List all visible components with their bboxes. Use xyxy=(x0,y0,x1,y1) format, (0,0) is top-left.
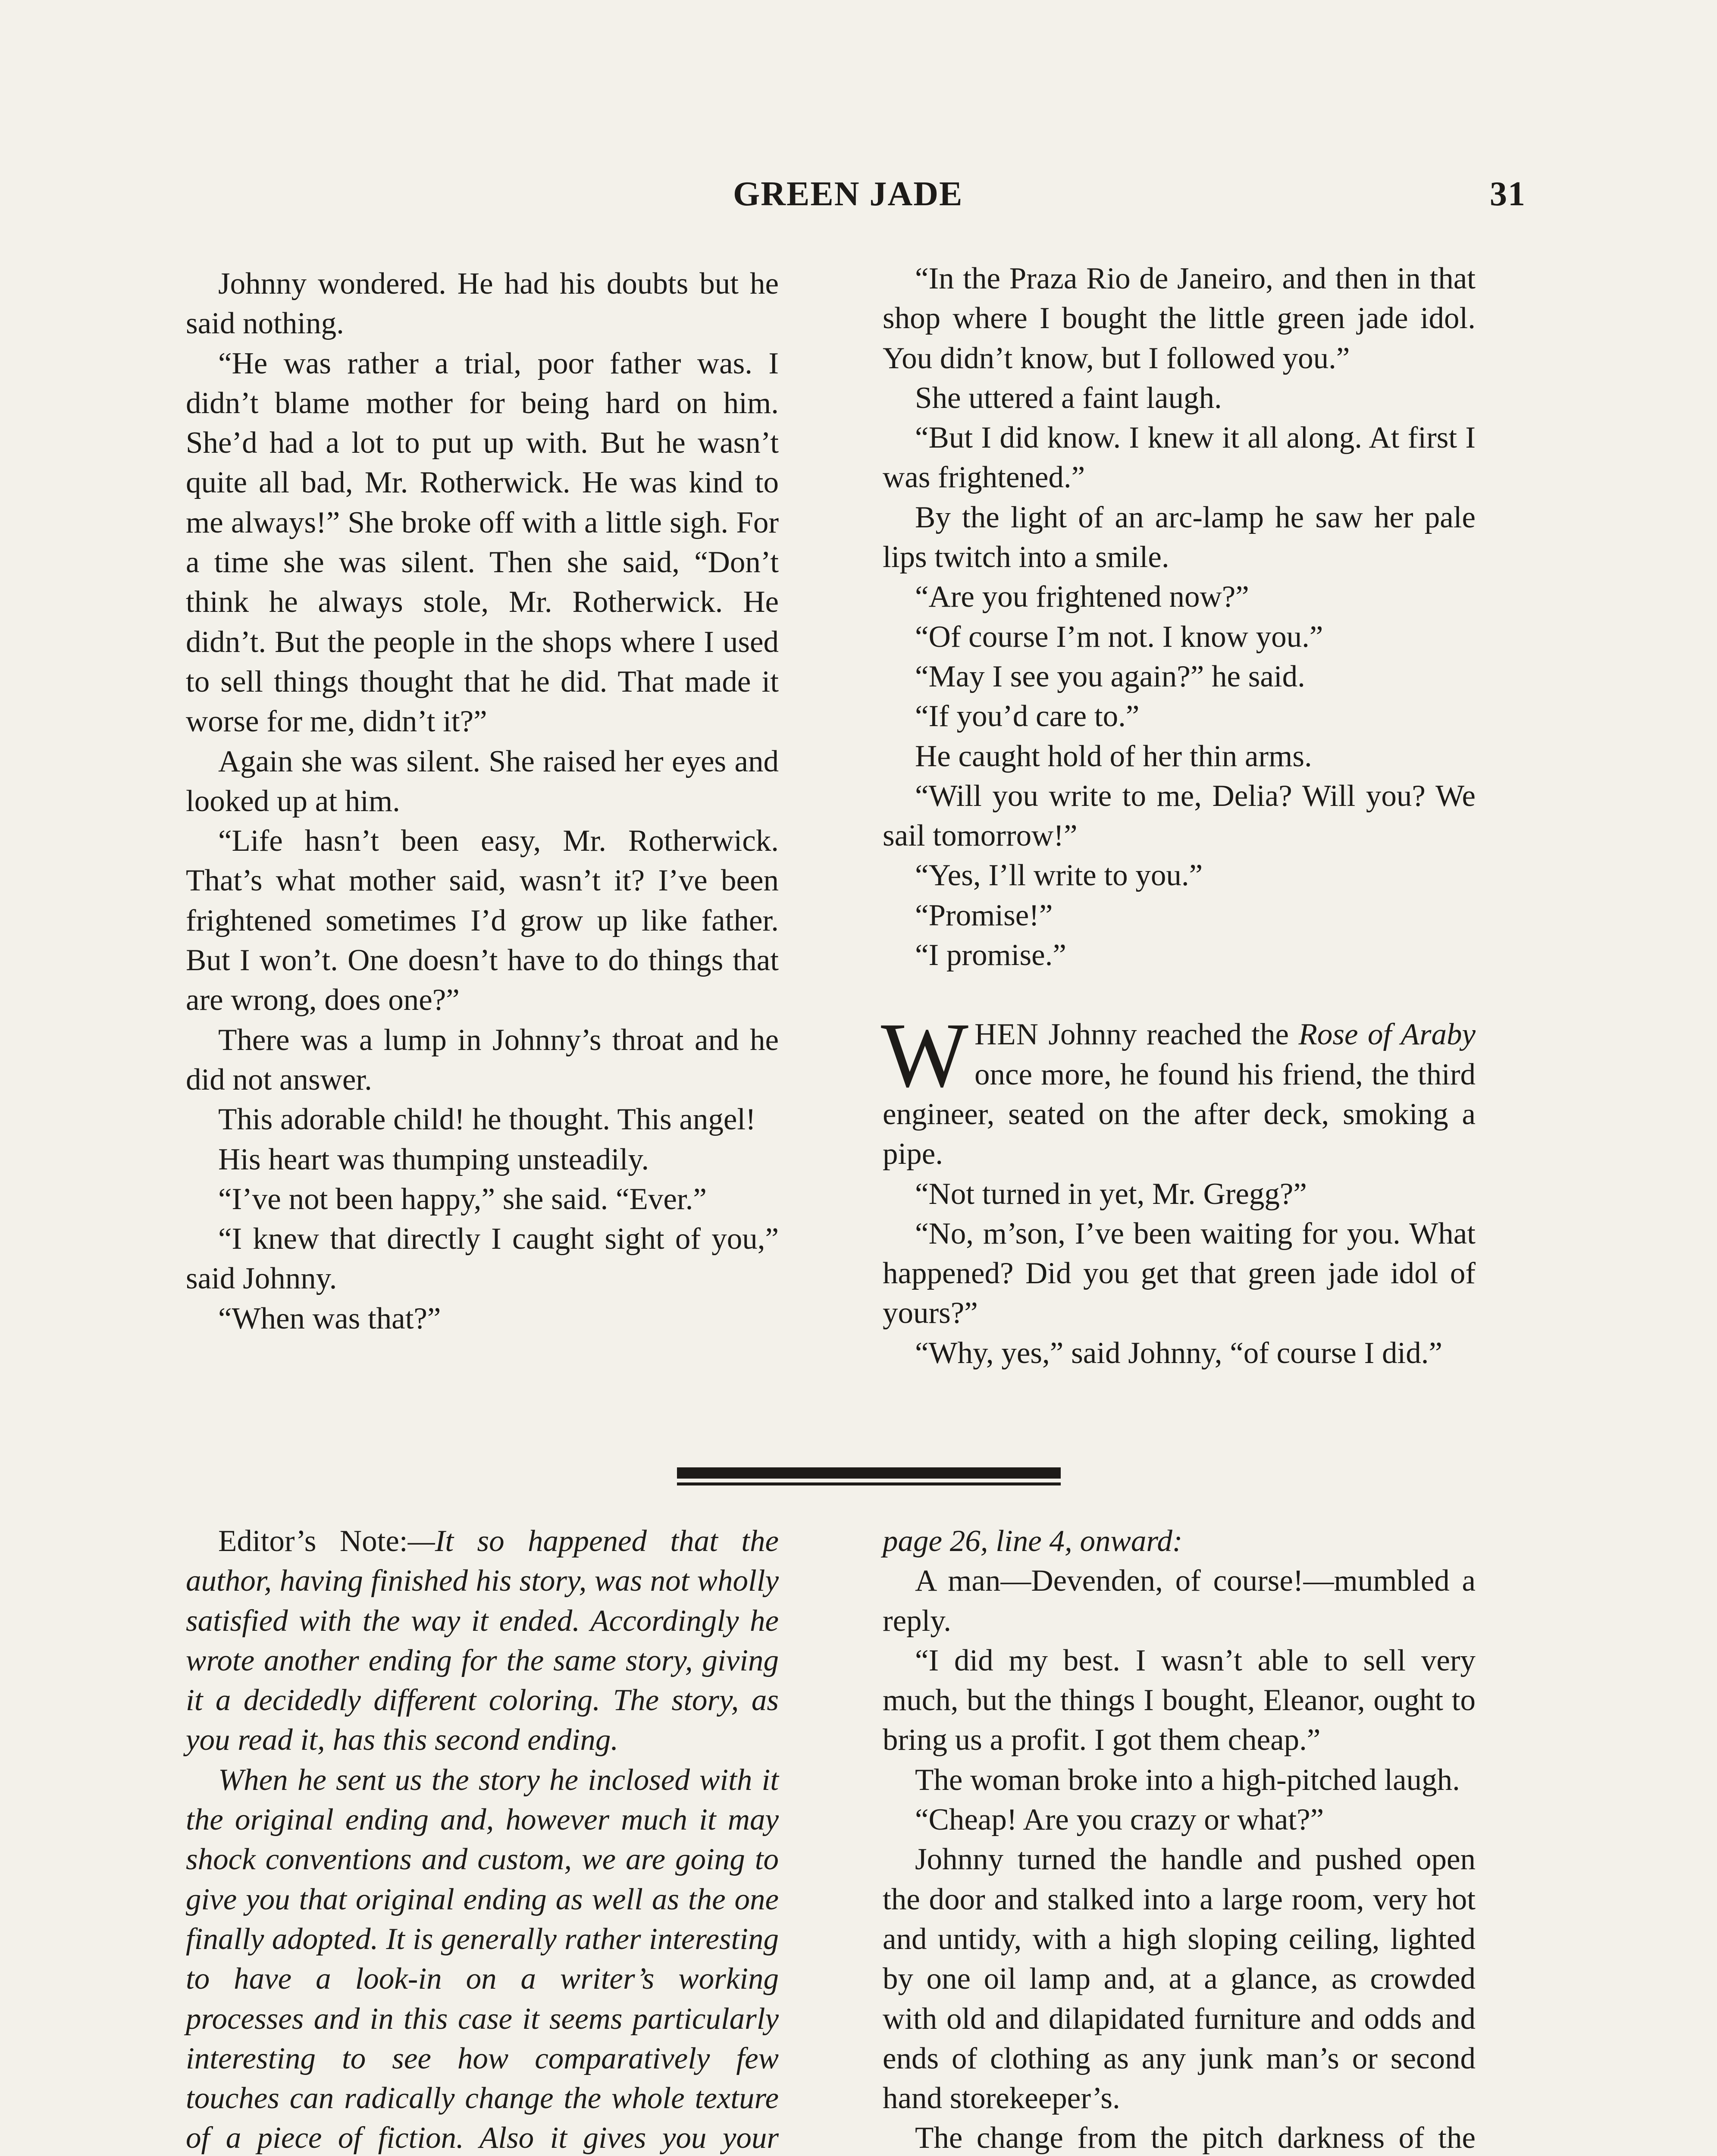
paragraph: “I’ve not been happy,” she said. “Ever.” xyxy=(218,1182,707,1216)
editors-note-label: Editor’s Note: xyxy=(218,1524,408,1558)
paragraph: “Why, yes,” said Johnny, “of course I did.” xyxy=(915,1336,1443,1370)
paragraph: This adorable child! he thought. This angel! xyxy=(218,1103,756,1137)
editors-note-intro xyxy=(186,1521,779,1760)
paragraph: “Of course I’m not. I know you.” xyxy=(915,620,1323,654)
story-column-left xyxy=(186,264,779,1338)
editors-note-continued xyxy=(883,1521,1476,1561)
page-number: 31 xyxy=(1490,175,1526,213)
editors-note-body xyxy=(186,1760,779,2156)
text-run: once more, he found his friend, the third engineer, seated on the after deck, smoking a pipe. xyxy=(883,1057,1476,1171)
paragraph: “Will you write to me, Delia? Will you? We sail tomorrow!” xyxy=(883,779,1476,853)
paragraph: “I did my best. I wasn’t able to sell very much, but the things I bought, Eleanor, ought to bring us a profit. I got them cheap.” xyxy=(883,1643,1476,1757)
paragraph: “I promise.” xyxy=(915,938,1066,972)
editors-note-column xyxy=(186,1521,779,2156)
paragraph: He caught hold of her thin arms. xyxy=(915,739,1312,773)
paragraph: By the light of an arc-lamp he saw her pale lips twitch into a smile. xyxy=(883,500,1476,574)
divider-thin-line xyxy=(677,1482,1061,1485)
paragraph: “Promise!” xyxy=(915,898,1053,932)
paragraph: “May I see you again?” he said. xyxy=(915,659,1305,693)
paragraph: There was a lump in Johnny’s throat and he did not answer. xyxy=(186,1023,779,1097)
paragraph: “Life hasn’t been easy, Mr. Rotherwick. That’s what mother said, wasn’t it? I’ve been frightened sometimes I’d grow up like father. But I won’t. One doesn’t have to do things that are wrong, does one?” xyxy=(186,824,779,1017)
paragraph: “But I did know. I knew it all along. At first I was frightened.” xyxy=(883,421,1476,495)
paragraph: “Not turned in yet, Mr. Gregg?” xyxy=(915,1177,1307,1211)
editors-note-body-text: When he sent us the story he inclosed with it the original ending and, however much it may shock conventions and custom, we are going to give you that original ending as well as the one finally adopted. It is generally rather interesting to have a look-in on a writer’s working processes and in this case it seems particularly interesting to see how comparatively few touches can radically change the whole texture of a piece of fiction. Also it gives you your xyxy=(186,1763,779,2155)
running-head: GREEN JADE xyxy=(733,175,963,213)
paragraph: His heart was thumping unsteadily. xyxy=(218,1142,649,1176)
section-divider xyxy=(677,1467,1061,1485)
paragraph: Again she was silent. She raised her eyes and looked up at him. xyxy=(186,744,779,818)
alternate-ending-column xyxy=(883,1521,1476,2156)
drop-cap: W xyxy=(881,1003,968,1107)
paragraph: “No, m’son, I’ve been waiting for you. What happened? Did you get that green jade idol of yours?” xyxy=(883,1216,1476,1330)
paragraph: “Are you frightened now?” xyxy=(915,580,1249,614)
divider-thick-line xyxy=(677,1467,1061,1479)
ship-name: Rose of Araby xyxy=(1298,1018,1476,1052)
paragraph: “He was rather a trial, poor father was. I didn’t blame mother for being hard on him. She’d had a lot to put up with. But he wasn’t quite all bad, Mr. Rotherwick. He was kind to me always!” She broke off with a little sigh. For a time she was silent. Then she said, “Don’t think he always stole, Mr. Rotherwick. He didn’t. But the people in the shops where I used to sell things thought that he did. That made it worse for me, didn’t it?” xyxy=(186,346,779,739)
story-column-right xyxy=(883,259,1476,1373)
paragraph: She uttered a faint laugh. xyxy=(915,381,1222,415)
paragraph: Johnny turned the handle and pushed open the door and stalked into a large room, very hot and untidy, with a high sloping ceiling, lighted by one oil lamp and, at a glance, as crowded with old and dilapidated furniture and odds and ends of clothing as any junk man’s or second hand storekeeper’s. xyxy=(883,1843,1476,2115)
text-run: Johnny reached the xyxy=(1038,1018,1299,1052)
paragraph: “Yes, I’ll write to you.” xyxy=(915,859,1203,893)
editors-note-continued-text: page 26, line 4, onward: xyxy=(883,1524,1183,1558)
paragraph: The change from the pitch darkness of the xyxy=(915,2121,1476,2155)
paragraph: Johnny wondered. He had his doubts but he said nothing. xyxy=(186,267,779,341)
paragraph: “Cheap! Are you crazy or what?” xyxy=(915,1803,1324,1837)
paragraph: The woman broke into a high-pitched laugh. xyxy=(915,1763,1460,1797)
paragraph: “If you’d care to.” xyxy=(915,699,1140,733)
paragraph: A man—Devenden, of course!—mumbled a reply. xyxy=(883,1564,1476,1638)
section-opening-paragraph xyxy=(881,1003,1476,1174)
paragraph: “In the Praza Rio de Janeiro, and then in that shop where I bought the little green jade idol. You didn’t know, but I followed you.” xyxy=(883,262,1476,375)
page-header xyxy=(0,175,1717,222)
section-gap xyxy=(883,975,1476,1015)
editors-note-intro-text: —It so happened that the author, having finished his story, was not wholly satisfied with the way it ended. Accordingly he wrote another ending for the same story, giving it a decidedly different coloring. The story, as you read it, has this second ending. xyxy=(186,1524,779,1757)
paragraph: “I knew that directly I caught sight of you,” said Johnny. xyxy=(186,1222,779,1296)
paragraph: “When was that?” xyxy=(218,1301,441,1335)
small-caps-lead: HEN xyxy=(974,1018,1039,1052)
